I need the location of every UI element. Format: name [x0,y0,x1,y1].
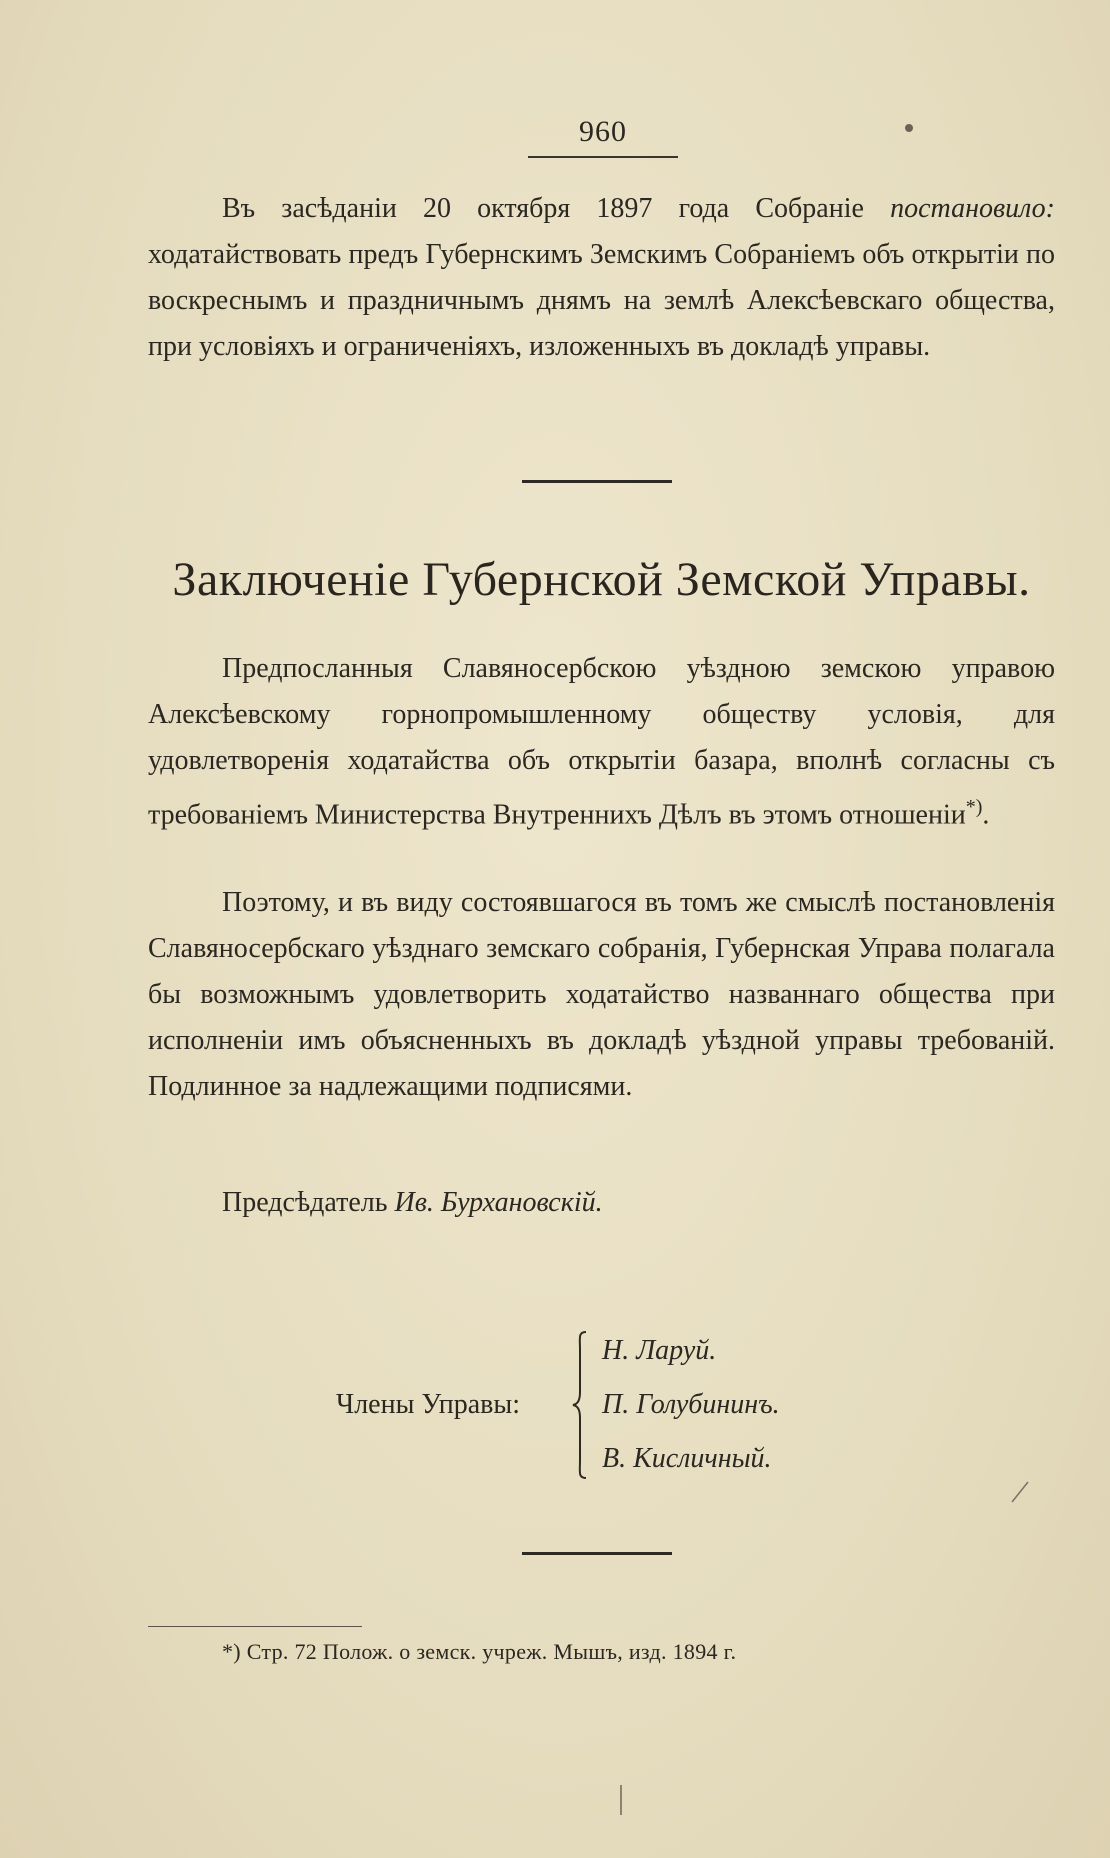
member-name: В. Кисличный. [602,1443,772,1474]
member-name: П. Голубининъ. [602,1389,780,1420]
members-label: Члены Управы: [336,1389,520,1420]
paragraph-conditions-end: . [982,799,990,831]
footnote-separator [148,1626,362,1627]
curly-brace-icon [570,1330,590,1480]
paragraph-resolution-text-end: ходатайствовать предъ Губернскимъ Земскимъ Собраніемъ объ открытіи по воскреснымъ и праздничнымъ днямъ на землѣ Алексѣевскаго общества, при условіяхъ и ограниченіяхъ, изложенныхъ въ докладѣ управы. [148,239,1055,362]
page-number-underline [528,156,678,158]
chairman-label: Предсѣдатель [222,1187,395,1218]
member-name: Н. Ларуй. [602,1335,717,1366]
section-divider-bottom [522,1552,672,1555]
paragraph-resolution [148,186,1055,370]
footnote: *) Стр. 72 Полож. о земск. учреж. Мышъ, изд. 1894 г. [222,1639,737,1664]
paragraph-conclusion [148,880,1055,1110]
paragraph-resolution-text-start: Въ засѣданіи 20 октября 1897 года Собраніе [222,193,891,224]
chairman-signature [222,1180,603,1226]
section-divider-top [522,480,672,483]
section-heading: Заключеніе Губернской Земской Управы. [172,553,1031,606]
paragraph-conclusion-text: Поэтому, и въ виду состоявшагося въ томъ же смыслѣ постановленія Славяносербскаго уѣзднаго земскаго собранія, Губернская Управа полагала бы возможнымъ удовлетворить ходатайство названнаго общества при исполненіи имъ объясненныхъ въ докладѣ уѣздной управы требованій. Подлинное за надлежащими подписями. [148,887,1055,1102]
pencil-stroke-mark [1010,1480,1030,1504]
paragraph-conditions [148,646,1055,838]
page-number: 960 [579,115,627,148]
footnote-reference: *) [965,796,983,818]
gutter-mark [620,1785,622,1815]
paragraph-conditions-text: Предпосланныя Славяносербскою уѣздною земскою управою Алексѣевскому горнопромышленному обществу условія, для удовлетворенія ходатайства объ открытіи базара, вполнѣ согласны съ требованіемъ Министерства Внутреннихъ Дѣлъ въ этомъ отношеніи [148,653,1055,831]
chairman-name: Ив. Бурхановскій. [394,1187,603,1218]
paragraph-resolution-emphasis: постановило: [890,193,1055,224]
ink-dot-mark [905,124,913,132]
